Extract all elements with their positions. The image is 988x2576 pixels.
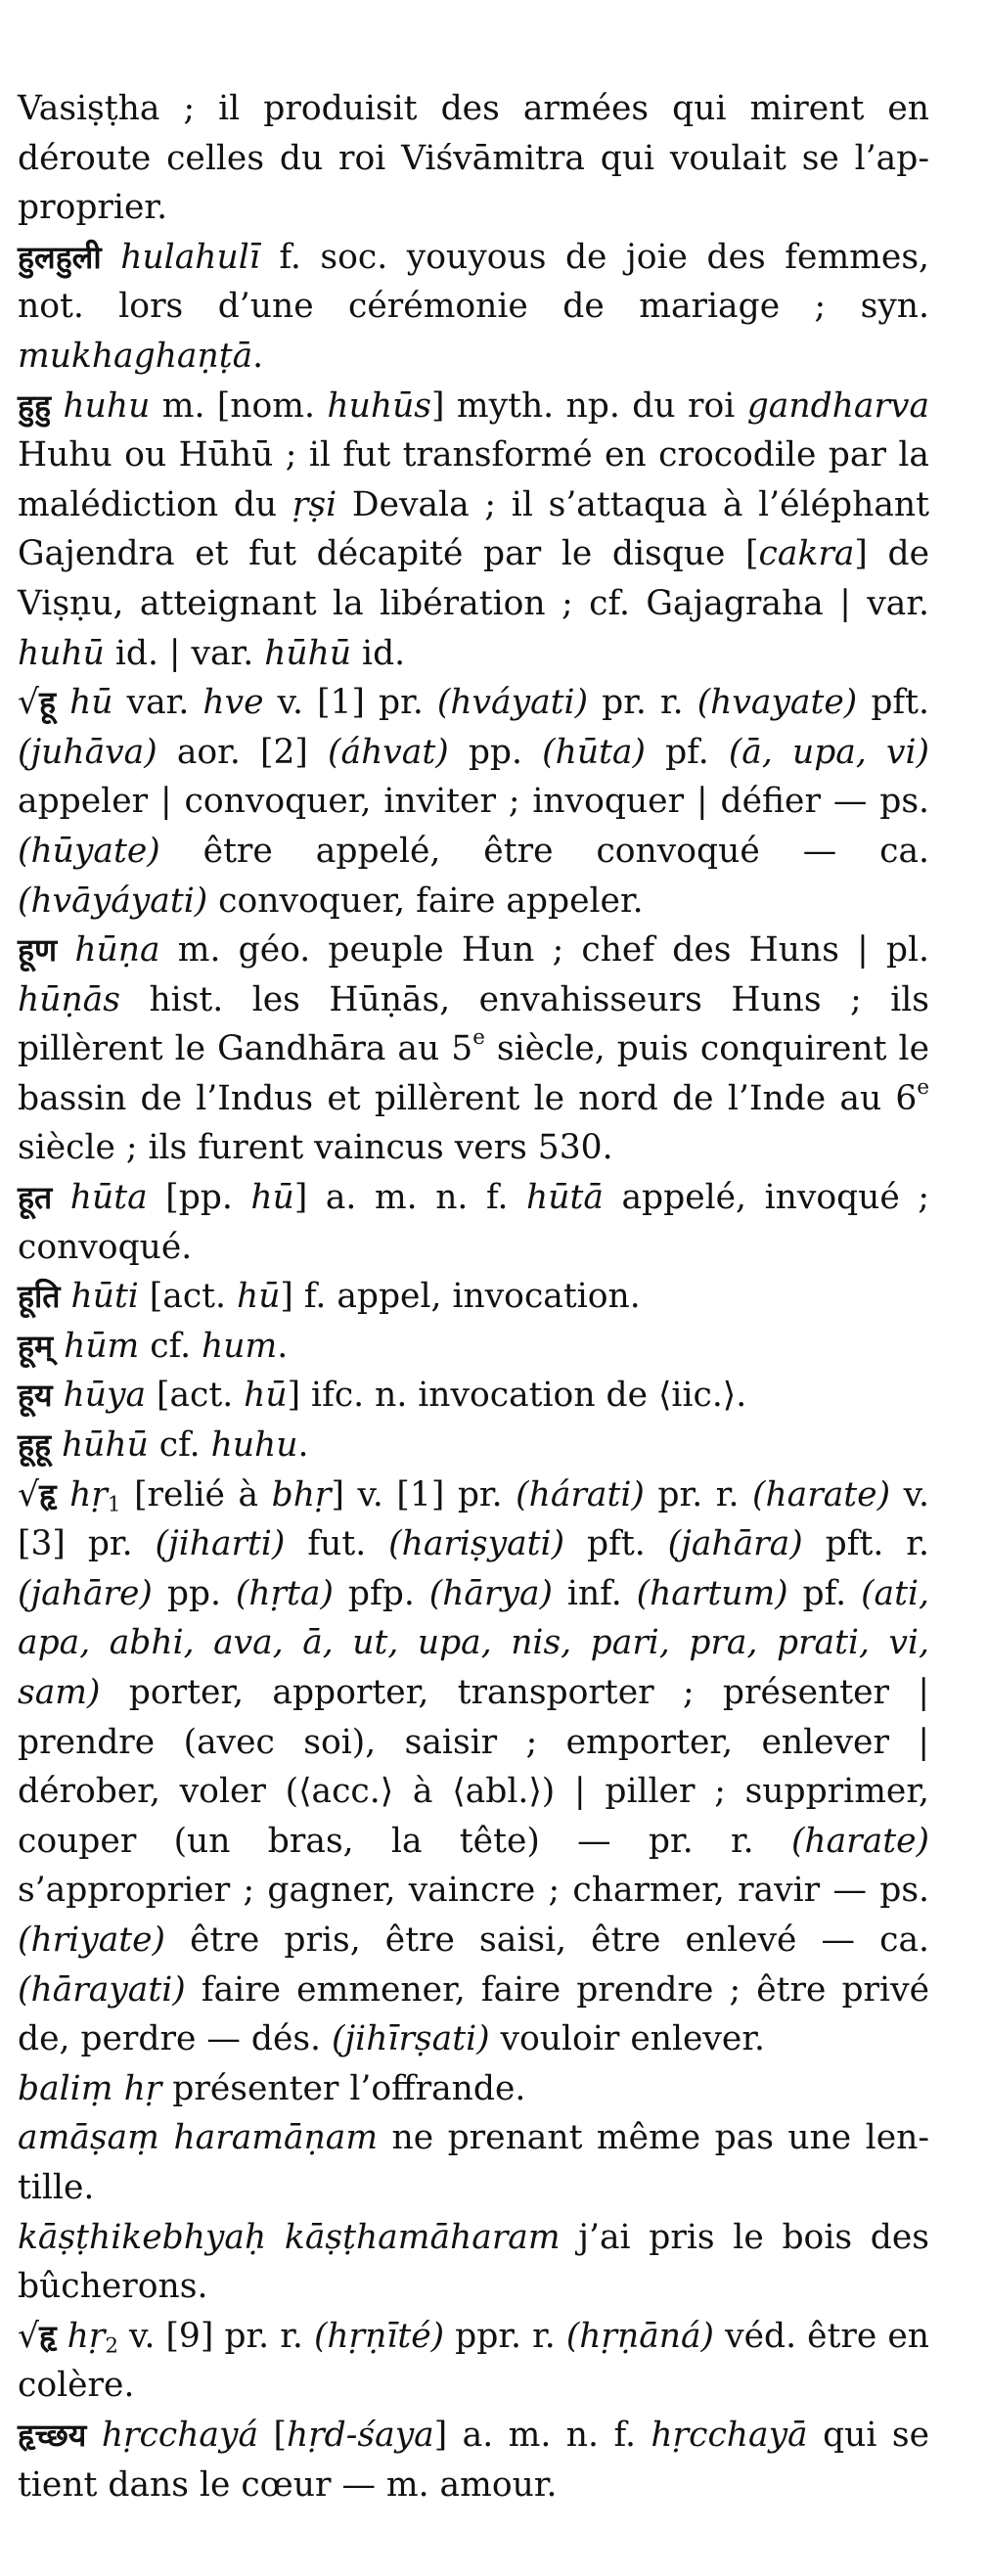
entry-huti: हूति hūti [act. hū] f. appel, invocation. bbox=[18, 1277, 641, 1317]
entry-root-hr2: √हृ hṛ$_2$ v. [9] pr. r. (hṛṇīté) ppr. r. (hṛṇāná) véd. être en colère. bbox=[18, 2316, 929, 2406]
entry-huya: हूय hūya [act. hū] ifc. n. invocation de ⟨iic.⟩. bbox=[18, 1376, 747, 1416]
entry-hrcchaya: हृच्छय hṛcchayá [hṛd-śaya] a. m. n. f. hṛcchayā qui se tient dans le cœur — m. amour. bbox=[18, 2415, 929, 2505]
example-balim-hr: baliṃ hṛ présenter l’offrande. bbox=[18, 2068, 526, 2108]
entry-huna: हूण hūṇa m. géo. peuple Hun ; chef des Huns | pl. hūṇās hist. les Hūṇās, envahisseurs Huns ; ils pillèrent le Gandhāra au 5e siècle, puis conquirent le bassin de l’Indus et pillèrent le nord de l’Inde au 6e siècle ; ils furent vaincus vers 530. bbox=[18, 930, 929, 1168]
entry-root-hu: √हू hū var. hve v. [1] pr. (hváyati) pr. r. (hvayate) pft. (juhāva) aor. [2] (áhvat) pp. (hūta) pf. (ā, upa, vi) appeler | convoquer, inviter ; invoquer | défier — ps. (hūyate) être appelé, être convoqué — ca. (hvāyáyati) convoquer, faire appeler. bbox=[18, 683, 930, 921]
entry-huhu: हुहु huhu m. [nom. huhūs] myth. np. du roi gandharva Huhu ou Hūhū ; il fut transformé en crocodile par la malédiction du ṛṣi Devala ; il s’attaqua à l’éléphant Gajendra et fut décapité par le disque [cakra] de Viṣṇu, atteignant la libération ; cf. Gajagraha | var. huhū id. | var. hūhū id. bbox=[18, 385, 930, 673]
entry-hum: हूम् hūm cf. hum. bbox=[18, 1326, 289, 1366]
example-amasam-haramanam: amāṣaṃ haramāṇam ne prenant même pas une lentille. bbox=[18, 2118, 929, 2207]
entry-huta: हूत hūta [pp. hū] a. m. n. f. hūtā appelé, invoqué ; convoqué. bbox=[18, 1178, 929, 1267]
entry-root-hr1: √हृ hṛ$_1$ [relié à bhṛ] v. [1] pr. (hárati) pr. r. (harate) v. [3] pr. (jiharti) fut. (hariṣyati) pft. (jahāra) pft. r. (jahāre) pp. (hṛta) pfp. (hārya) inf. (hartum) pf. (ati, apa, abhi, ava, ā, ut, upa, nis, pari, pra, prati, vi, sam) porter, apporter, transporter ; présenter | prendre (avec soi), saisir ; emporter, enlever | dérober, voler (⟨acc.⟩ à ⟨abl.⟩) | piller ; supprimer, couper (un bras, la tête) — pr. r. (harate) s’approprier ; gagner, vaincre ; charmer, ravir — ps. (hriyate) être pris, être saisi, être enlevé — ca. (hārayati) faire emmener, faire prendre ; être privé de, perdre — dés. (jihīrṣati) vouloir enlever. bbox=[18, 1474, 929, 2059]
entry-huhu-long: हूहू hūhū cf. huhu. bbox=[18, 1425, 309, 1466]
example-kasthikebhyah: kāṣṭhikebhyaḥ kāṣṭhamāharam j’ai pris le bois des bûcherons. bbox=[18, 2217, 929, 2307]
entry-hulahuli: हुलहुली hulahulī f. soc. youyous de joie des femmes, not. lors d’une cérémonie de mariage ; syn. mukhaghaṇṭā. bbox=[18, 237, 929, 376]
entry-vasistha-continuation: Vasiṣṭha ; il produisit des armées qui mirent en déroute celles du roi Viśvāmitra qui voulait se l’approprier. bbox=[18, 89, 929, 228]
